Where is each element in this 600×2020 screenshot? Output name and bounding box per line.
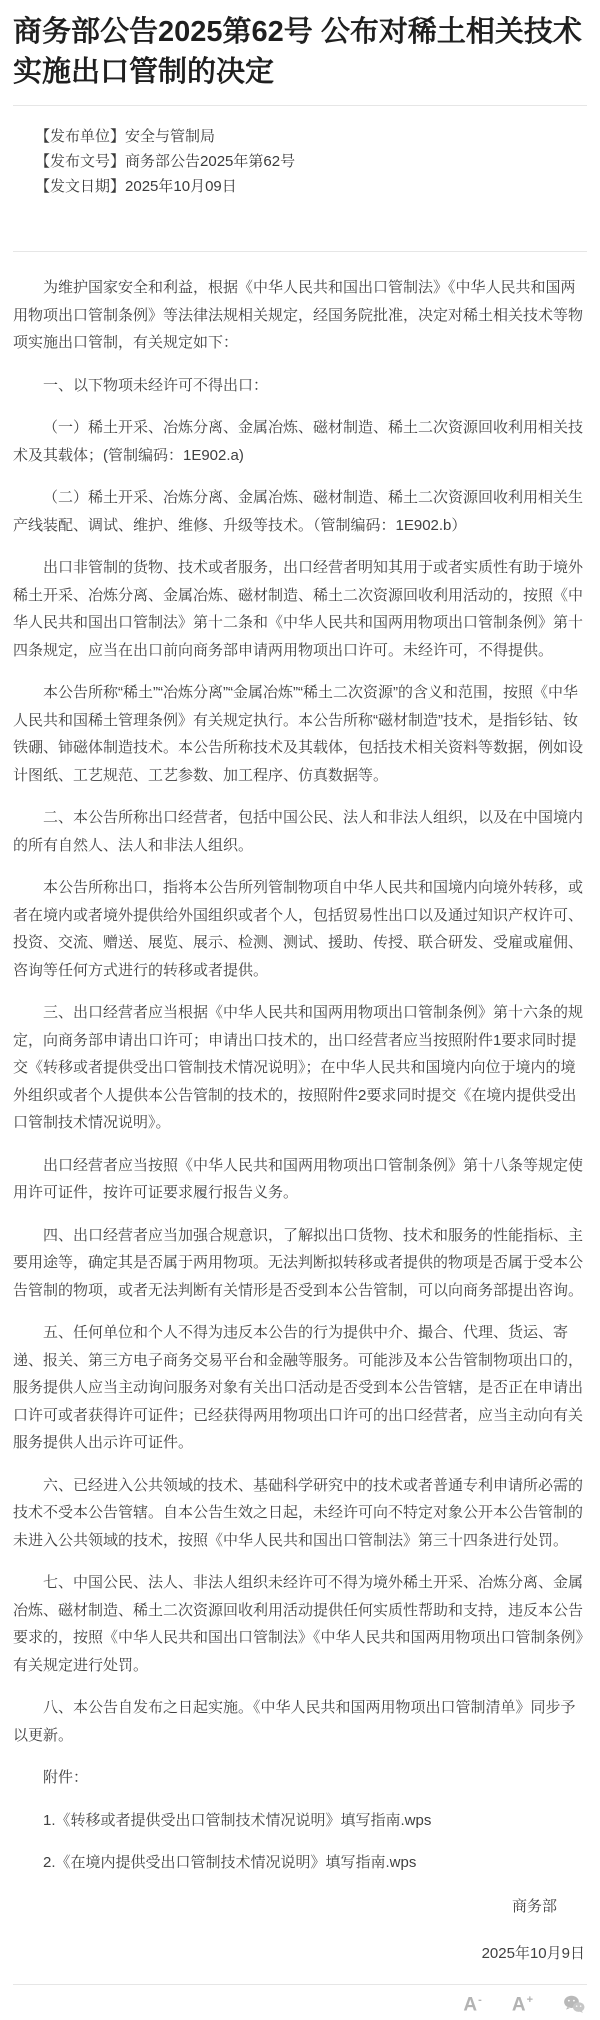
font-decrease-button[interactable]: A- xyxy=(463,1993,482,2015)
footer-toolbar xyxy=(13,1984,587,2020)
attachment-link-2[interactable]: 2.《在境内提供受出口管制技术情况说明》填写指南.wps xyxy=(43,1854,417,1871)
article-paragraph: 为维护国家安全和利益，根据《中华人民共和国出口管制法》《中华人民共和国两用物项出口管制条例》等法律法规相关规定，经国务院批准，决定对稀土相关技术等物项实施出口管制，有关规定如下： xyxy=(13,279,584,351)
meta-row-issuing-unit xyxy=(35,124,587,149)
article-paragraph: 本公告所称“稀土”“冶炼分离”“金属冶炼”“稀土二次资源”的含义和范围，按照《中华人民共和国稀土管理条例》有关规定执行。本公告所称“磁材制造”技术，是指钐钴、钕铁硼、铈磁体制造技术。本公告所称技术及其载体，包括技术相关资料等数据，例如设计图纸、工艺规范、工艺参数、加工程序、仿真数据等。 xyxy=(13,684,584,784)
attachment-link-1[interactable]: 1.《转移或者提供受出口管制技术情况说明》填写指南.wps xyxy=(43,1811,432,1829)
meta-row-document-number xyxy=(35,149,587,174)
article-paragraph: 三、出口经营者应当根据《中华人民共和国两用物项出口管制条例》第十六条的规定，向商务部申请出口许可；申请出口技术的，出口经营者应当按照附件1要求同时提交《转移或者提供受出口管制技术情况说明》；在中华人民共和国境内向位于境内的境外组织或者个人提供本公告管制的技术的，按照附件2要求同时提交《在境内提供受出口管制技术情况说明》。 xyxy=(13,1004,584,1131)
attachment-item xyxy=(13,1849,587,1877)
signature-org: 商务部 xyxy=(511,1897,557,1915)
meta-label: 【发文日期】 xyxy=(35,178,126,195)
font-increase-button[interactable]: A+ xyxy=(511,1993,533,2015)
attachment-item xyxy=(13,1807,587,1835)
article-paragraph: （二）稀土开采、冶炼分离、金属冶炼、磁材制造、稀土二次资源回收利用相关生产线装配、调试、维护、维修、升级等技术。（管制编码：1E902.b） xyxy=(13,489,584,534)
meta-block xyxy=(35,124,587,199)
meta-label: 【发布单位】 xyxy=(35,128,126,145)
article-paragraph: 出口经营者应当按照《中华人民共和国两用物项出口管制条例》第十八条等规定使用许可证件，按许可证要求履行报告义务。 xyxy=(13,1156,584,1201)
article-paragraph: 六、已经进入公共领域的技术、基础科学研究中的技术或者普通专利申请所必需的技术不受本公告管辖。自本公告生效之日起，未经许可向不特定对象公开本公告管制的未进入公共领域的技术，按照《中华人民共和国出口管制法》第三十四条进行处罚。 xyxy=(13,1476,584,1549)
article-paragraph: 五、任何单位和个人不得为违反本公告的行为提供中介、撮合、代理、货运、寄递、报关、第三方电子商务交易平台和金融等服务。可能涉及本公告管制物项出口的，服务提供人应当主动询问服务对象有关出口活动是否受到本公告管辖，是否正在申请出口许可或者获得许可证件；已经获得两用物项出口许可的出口经营者，应当主动向有关服务提供人出示许可证件。 xyxy=(13,1324,584,1451)
meta-divider xyxy=(13,251,587,252)
wechat-share-button[interactable] xyxy=(563,1995,585,2013)
article-paragraph: 一、以下物项未经许可不得出口： xyxy=(43,376,269,394)
article-paragraph: （一）稀土开采、冶炼分离、金属冶炼、磁材制造、稀土二次资源回收利用相关技术及其载体；(管制编码：1E902.a) xyxy=(13,419,584,464)
article-paragraph: 八、本公告自发布之日起实施。《中华人民共和国两用物项出口管制清单》同步予以更新。 xyxy=(13,1699,576,1744)
announcement-page xyxy=(0,12,600,2020)
wechat-share-icon xyxy=(563,2001,585,2016)
signature-date: 2025年10月9日 xyxy=(481,1945,585,1962)
page-title: 商务部公告2025第62号 公布对稀土相关技术实施出口管制的决定 xyxy=(13,16,582,88)
article-paragraph: 本公告所称出口，指将本公告所列管制物项自中华人民共和国境内向境外转移，或者在境内或者境外提供给外国组织或者个人，包括贸易性出口以及通过知识产权许可、投资、交流、赠送、展览、展示、检测、测试、援助、传授、联合研发、受雇或雇佣、咨询等任何方式进行的转移或者提供。 xyxy=(13,879,584,979)
article-paragraph: 二、本公告所称出口经营者，包括中国公民、法人和非法人组织，以及在中国境内的所有自然人、法人和非法人组织。 xyxy=(13,809,584,854)
meta-value: 2025年10月09日 xyxy=(125,178,237,195)
meta-value: 商务部公告2025年第62号 xyxy=(125,153,296,170)
meta-row-issue-date xyxy=(35,174,587,199)
announcement-body xyxy=(13,274,587,1877)
meta-value: 安全与管制局 xyxy=(125,128,216,145)
meta-label: 【发布文号】 xyxy=(35,153,126,170)
article-paragraph: 四、出口经营者应当加强合规意识，了解拟出口货物、技术和服务的性能指标、主要用途等，确定其是否属于两用物项。无法判断拟转移或者提供的物项是否属于受本公告管制的物项，或者无法判断有关情形是否受到本公告管制，可以向商务部提出咨询。 xyxy=(13,1226,584,1299)
article-paragraph: 出口非管制的货物、技术或者服务，出口经营者明知其用于或者实质性有助于境外稀土开采、冶炼分离、金属冶炼、磁材制造、稀土二次资源回收利用活动的，按照《中华人民共和国出口管制法》第十二条和《中华人民共和国两用物项出口管制条例》第十四条规定，应当在出口前向商务部申请两用物项出口许可。未经许可，不得提供。 xyxy=(13,559,584,659)
attachments-heading: 附件： xyxy=(43,1769,89,1786)
article-paragraph: 七、中国公民、法人、非法人组织未经许可不得为境外稀土开采、冶炼分离、金属冶炼、磁材制造、稀土二次资源回收利用活动提供任何实质性帮助和支持，违反本公告要求的，按照《中华人民共和国出口管制法》《中华人民共和国两用物项出口管制条例》有关规定进行处罚。 xyxy=(13,1574,584,1674)
title-divider xyxy=(13,105,587,106)
signature-block xyxy=(13,1893,587,1968)
